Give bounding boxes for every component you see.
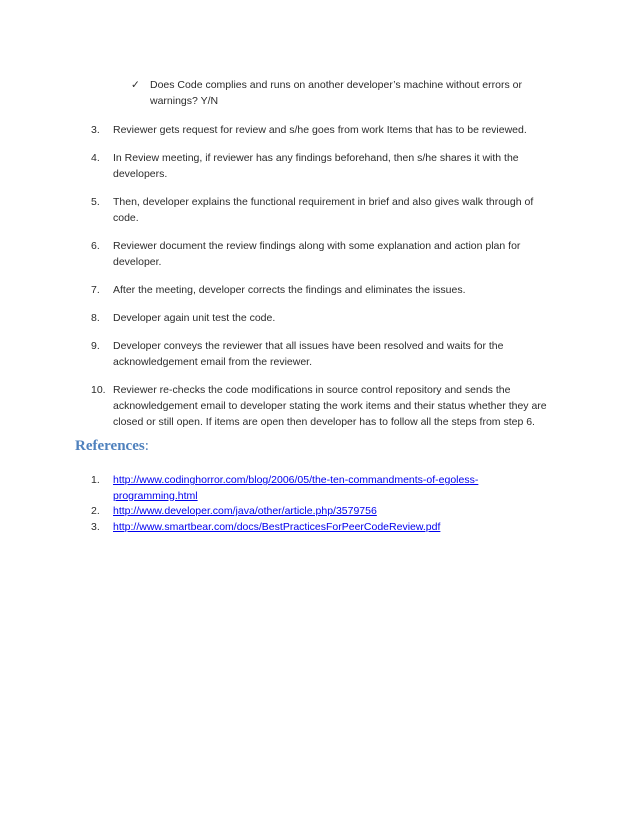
list-item	[91, 382, 561, 430]
list-item-text: Reviewer gets request for review and s/he goes from work Items that has to be reviewed.	[113, 124, 527, 136]
references-heading	[75, 438, 149, 455]
review-steps-list	[91, 122, 561, 442]
list-item-text: Developer again unit test the code.	[113, 312, 276, 324]
reference-number: 3.	[91, 520, 100, 533]
list-item-text: Developer conveys the reviewer that all issues have been resolved and waits for the acknowledgement email from the reviewer.	[113, 340, 504, 368]
list-item-text: Then, developer explains the functional requirement in brief and also gives walk through of code.	[113, 196, 534, 224]
list-item-number: 9.	[91, 340, 100, 352]
reference-number: 2.	[91, 505, 100, 517]
list-item-text: Reviewer document the review findings along with some explanation and action plan for developer.	[113, 240, 521, 268]
reference-item	[91, 504, 561, 520]
list-item	[91, 122, 561, 138]
list-item-number: 6.	[91, 240, 100, 252]
reference-item	[91, 520, 561, 536]
list-item	[91, 238, 561, 270]
list-item	[91, 282, 561, 298]
references-heading-text: References	[75, 438, 145, 454]
list-item-number: 10.	[91, 384, 106, 396]
list-item-number: 8.	[91, 312, 100, 324]
reference-item	[91, 473, 561, 504]
list-item	[91, 194, 561, 226]
reference-number: 1.	[91, 474, 100, 486]
references-list	[91, 473, 561, 535]
list-item-text: In Review meeting, if reviewer has any findings beforehand, then s/he shares it with the developers.	[113, 152, 519, 180]
list-item	[91, 310, 561, 326]
reference-link[interactable]: http://www.smartbear.com/docs/BestPracticesForPeerCodeReview.pdf	[113, 520, 441, 533]
checklist-item-text: Does Code complies and runs on another developer’s machine without errors or warnings? Y/N	[150, 79, 522, 107]
checklist-item	[131, 77, 551, 109]
list-item-text: After the meeting, developer corrects the findings and eliminates the issues.	[113, 284, 466, 296]
list-item-number: 4.	[91, 152, 100, 164]
reference-link[interactable]: http://www.developer.com/java/other/article.php/3579756	[113, 505, 377, 517]
list-item	[91, 150, 561, 182]
list-item-number: 3.	[91, 124, 100, 136]
references-heading-colon: :	[144, 438, 149, 454]
list-item	[91, 338, 561, 370]
list-item-text: Reviewer re-checks the code modifications in source control repository and sends the acknowledgement email to developer stating the work items and their status whether they are closed or still open. If items are open then developer has to follow all the steps from step 6.	[113, 384, 547, 428]
reference-link[interactable]: http://www.codinghorror.com/blog/2006/05/the-ten-commandments-of-egoless-programming.html	[113, 474, 479, 502]
checkmark-icon: ✓	[131, 79, 140, 91]
list-item-number: 7.	[91, 284, 100, 296]
list-item-number: 5.	[91, 196, 100, 208]
